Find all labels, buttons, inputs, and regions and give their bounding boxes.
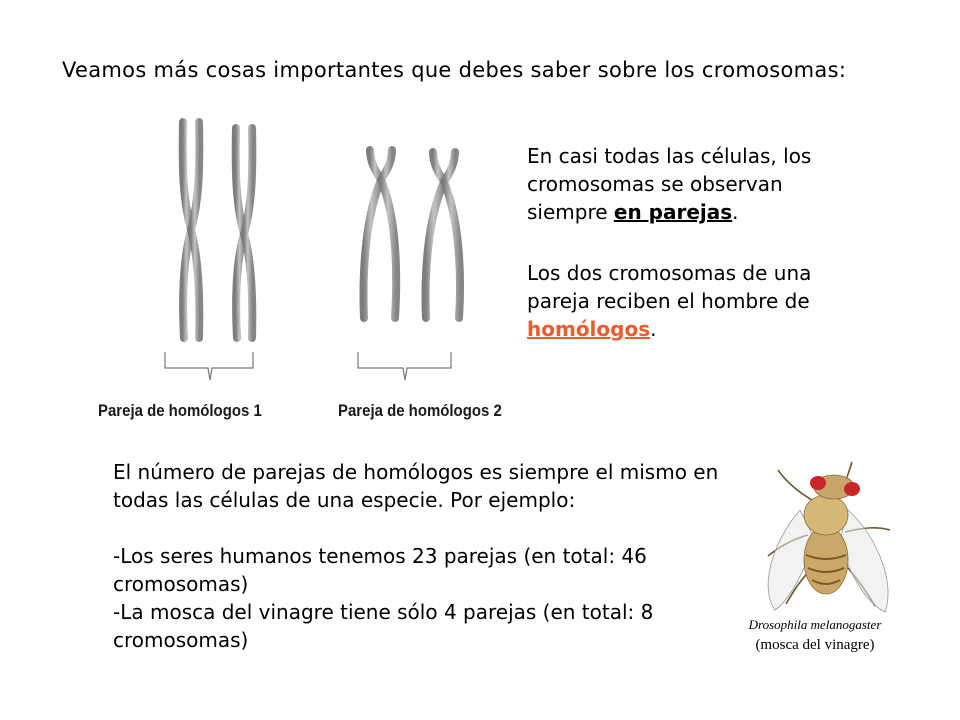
- brace-pair-1: [165, 352, 253, 380]
- chromosome-2a: [364, 150, 397, 318]
- chromosome-pair-1: [183, 122, 253, 338]
- chromosome-pair-2: [364, 150, 461, 318]
- fly-scientific-name: Drosophila melanogaster: [748, 617, 882, 632]
- highlight-homologos: homólogos: [527, 317, 651, 341]
- species-intro: El número de parejas de homólogos es siempre el mismo en todas las células de una especie. Por ejemplo:: [113, 460, 719, 512]
- pair-label-1: Pareja de homólogos 1: [98, 401, 262, 420]
- brace-pair-2: [358, 352, 451, 380]
- paragraph-homologos: [527, 259, 857, 343]
- chromosome-2b: [426, 152, 461, 318]
- fly-common-name: (mosca del vinagre): [755, 637, 875, 653]
- highlight-en-parejas: en parejas: [613, 200, 733, 224]
- paragraph-homologos-text: Los dos cromosomas de una pareja reciben el hombre de: [527, 261, 812, 313]
- paragraph-pairs: [527, 142, 857, 226]
- species-fly: -La mosca del vinagre tiene sólo 4 parejas (en total: 8 cromosomas): [113, 600, 654, 652]
- chromosome-1a: [183, 122, 200, 338]
- species-humans: -Los seres humanos tenemos 23 parejas (en total: 46 cromosomas): [113, 544, 647, 596]
- paragraph-species: [113, 458, 753, 654]
- page-title: Veamos más cosas importantes que debes saber sobre los cromosomas:: [62, 58, 847, 82]
- chromosome-1b: [236, 128, 253, 338]
- paragraph-pairs-end: .: [732, 200, 739, 224]
- species-spacer: [113, 514, 753, 542]
- pair-label-2: Pareja de homólogos 2: [338, 401, 502, 420]
- paragraph-pairs-text: En casi todas las células, los cromosomas se observan siempre: [527, 144, 812, 224]
- fruit-fly-image: [768, 462, 890, 612]
- paragraph-homologos-end: .: [650, 317, 657, 341]
